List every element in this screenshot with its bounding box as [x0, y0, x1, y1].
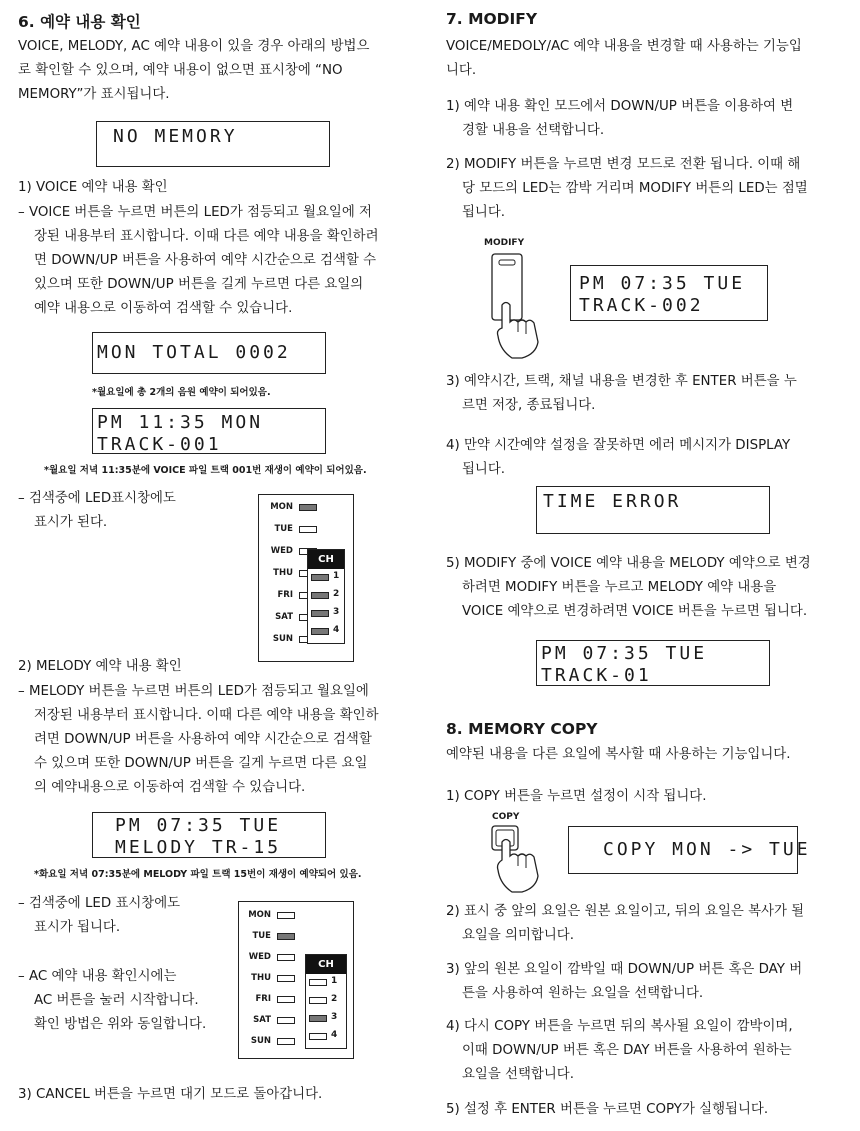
- cancel-note: 3) CANCEL 버튼을 누르면 대기 모드로 돌아갑니다.: [18, 1087, 323, 1102]
- lcd-modify-2: PM 07:35 TUE TRACK-01: [536, 640, 770, 686]
- ac-check-note: – AC 예약 내용 확인시에는 AC 버튼을 눌러 시작합니다. 확인 방법은 위와 동일합니다.: [18, 969, 207, 1032]
- channel-box-2: CH 1 2 3 4: [305, 954, 347, 1049]
- section-7-heading: 7. MODIFY: [446, 10, 538, 28]
- voice-check-title: 1) VOICE 예약 내용 확인: [18, 180, 168, 195]
- lcd-copy: COPY MON -> TUE: [568, 826, 798, 874]
- channel-led: [311, 574, 329, 581]
- day-row-wed: WED: [239, 952, 301, 964]
- search-led-note-2: – 검색중에 LED 표시창에도 표시가 됩니다.: [18, 896, 181, 935]
- copy-step-3: 3) 앞의 원본 요일이 깜박일 때 DOWN/UP 버튼 혹은 DAY 버 튼을 사용하여 원하는 요일을 선택합니다.: [446, 962, 803, 1001]
- copy-step-1: 1) COPY 버튼을 누르면 설정이 시작 됩니다.: [446, 789, 707, 804]
- modify-step-5: 5) MODIFY 중에 VOICE 예약 내용을 MELODY 예약으로 변경 하려면 MODIFY 버튼을 누르고 MELODY 예약 내용을 VOICE 예약으로 변경하려면 VOICE 버튼을 누르면 됩니다.: [446, 556, 811, 619]
- channel-led: [309, 979, 327, 986]
- hand-press-icon: [484, 250, 548, 366]
- lcd-time-error: TIME ERROR: [536, 486, 770, 534]
- copy-step-5: 5) 설정 후 ENTER 버튼을 누르면 COPY가 실행됩니다.: [446, 1102, 769, 1117]
- day-row-tue: TUE: [239, 931, 301, 943]
- day-row-wed: WED: [259, 546, 323, 558]
- day-row-fri: FRI: [259, 590, 323, 602]
- lcd-mon-total: MON TOTAL 0002: [92, 332, 326, 374]
- section-6-intro: VOICE, MELODY, AC 예약 내용이 있을 경우 아래의 방법으 로 확인할 수 있으며, 예약 내용이 없으면 표시창에 “NO MEMORY”가 표시됩니다.: [18, 39, 370, 102]
- channel-led: [309, 1015, 327, 1022]
- day-row-sat: SAT: [259, 612, 323, 624]
- section-6-heading: 6. 예약 내용 확인: [18, 13, 141, 31]
- day-led: [277, 912, 295, 919]
- day-row-mon: MON: [259, 502, 323, 514]
- day-led: [299, 504, 317, 511]
- day-row-sat: SAT: [239, 1015, 301, 1027]
- day-led: [277, 933, 295, 940]
- modify-button-illustration: [484, 238, 548, 366]
- melody-check-title: 2) MELODY 예약 내용 확인: [18, 659, 182, 674]
- copy-step-2: 2) 표시 중 앞의 요일은 원본 요일이고, 뒤의 요일은 복사가 될 요일을 의미합니다.: [446, 904, 805, 943]
- day-row-sun: SUN: [239, 1036, 301, 1048]
- search-led-note-1: – 검색중에 LED표시창에도 표시가 된다.: [18, 491, 176, 530]
- melody-check-body: – MELODY 버튼을 누르면 버튼의 LED가 점등되고 월요일에 저장된 내용부터 표시합니다. 이때 다른 예약 내용을 확인하 려면 DOWN/UP 버튼을 사용하여 예약 시간순으로 검색할 수 있으며 또한 DOWN/UP 버튼을 길게 누르면 다른 요일 의 예약내용으로 이동하여 검색할 수 있습니다.: [18, 684, 379, 795]
- section-8-heading: 8. MEMORY COPY: [446, 720, 598, 738]
- channel-box-1: CH 1 2 3 4: [307, 549, 345, 644]
- day-led: [277, 954, 295, 961]
- day-led: [277, 1038, 295, 1045]
- channel-led: [309, 997, 327, 1004]
- copy-step-4: 4) 다시 COPY 버튼을 누르면 뒤의 복사될 요일이 깜박이며, 이때 DOWN/UP 버튼 혹은 DAY 버튼을 사용하여 원하는 요일을 선택합니다.: [446, 1019, 793, 1082]
- day-led: [277, 975, 295, 982]
- voice-check-body: – VOICE 버튼을 누르면 버튼의 LED가 점등되고 월요일에 저 장된 내용부터 표시합니다. 이때 다른 예약 내용을 확인하려 면 DOWN/UP 버튼을 사용하여 예약 시간순으로 검색할 수 있으며 또한 DOWN/UP 버튼을 길게 누르면 다른 요일의 예약 내용으로 이동하여 검색할 수 있습니다.: [18, 205, 379, 316]
- lcd-melody-reservation: PM 07:35 TUE MELODY TR-15: [92, 812, 326, 858]
- modify-step-3: 3) 예약시간, 트랙, 채널 내용을 변경한 후 ENTER 버튼을 누 르면 저장, 종료됩니다.: [446, 374, 797, 413]
- led-panel-1: [258, 494, 354, 662]
- lcd-no-memory: NO MEMORY: [96, 121, 330, 167]
- copy-button-label: COPY: [492, 812, 520, 822]
- channel-led: [311, 628, 329, 635]
- section-8-intro: 예약된 내용을 다른 요일에 복사할 때 사용하는 기능입니다.: [446, 747, 791, 762]
- modify-button-label: MODIFY: [484, 238, 525, 248]
- day-led: [299, 526, 317, 533]
- note-melody-reservation: *화요일 저녁 07:35분에 MELODY 파일 트랙 15번이 재생이 예약되어 있음.: [34, 869, 362, 880]
- channel-led: [309, 1033, 327, 1040]
- day-led: [277, 996, 295, 1003]
- day-row-sun: SUN: [259, 634, 323, 646]
- note-voice-reservation: *월요일 저녁 11:35분에 VOICE 파일 트랙 001번 재생이 예약이 되어있음.: [44, 465, 367, 476]
- day-led: [277, 1017, 295, 1024]
- led-panel-2: [238, 901, 354, 1059]
- copy-button-illustration: [484, 812, 548, 898]
- channel-led: [311, 610, 329, 617]
- day-row-thu: THU: [239, 973, 301, 985]
- day-row-thu: THU: [259, 568, 323, 580]
- note-mon-total: *월요일에 총 2개의 음원 예약이 되어있음.: [92, 387, 271, 398]
- hand-press-icon: [484, 824, 548, 898]
- modify-step-4: 4) 만약 시간예약 설정을 잘못하면 에러 메시지가 DISPLAY 됩니다.: [446, 438, 791, 477]
- modify-step-1: 1) 예약 내용 확인 모드에서 DOWN/UP 버튼을 이용하여 변 경할 내용을 선택합니다.: [446, 99, 794, 138]
- lcd-modify: PM 07:35 TUE TRACK-002: [570, 265, 768, 321]
- section-7-intro: VOICE/MEDOLY/AC 예약 내용을 변경할 때 사용하는 기능입 니다.: [446, 39, 802, 78]
- lcd-voice-reservation: PM 11:35 MON TRACK-001: [92, 408, 326, 454]
- day-row-mon: MON: [239, 910, 301, 922]
- modify-step-2: 2) MODIFY 버튼을 누르면 변경 모드로 전환 됩니다. 이때 해 당 모드의 LED는 깜박 거리며 MODIFY 버튼의 LED는 점멸 됩니다.: [446, 157, 808, 220]
- day-row-tue: TUE: [259, 524, 323, 536]
- day-row-fri: FRI: [239, 994, 301, 1006]
- channel-led: [311, 592, 329, 599]
